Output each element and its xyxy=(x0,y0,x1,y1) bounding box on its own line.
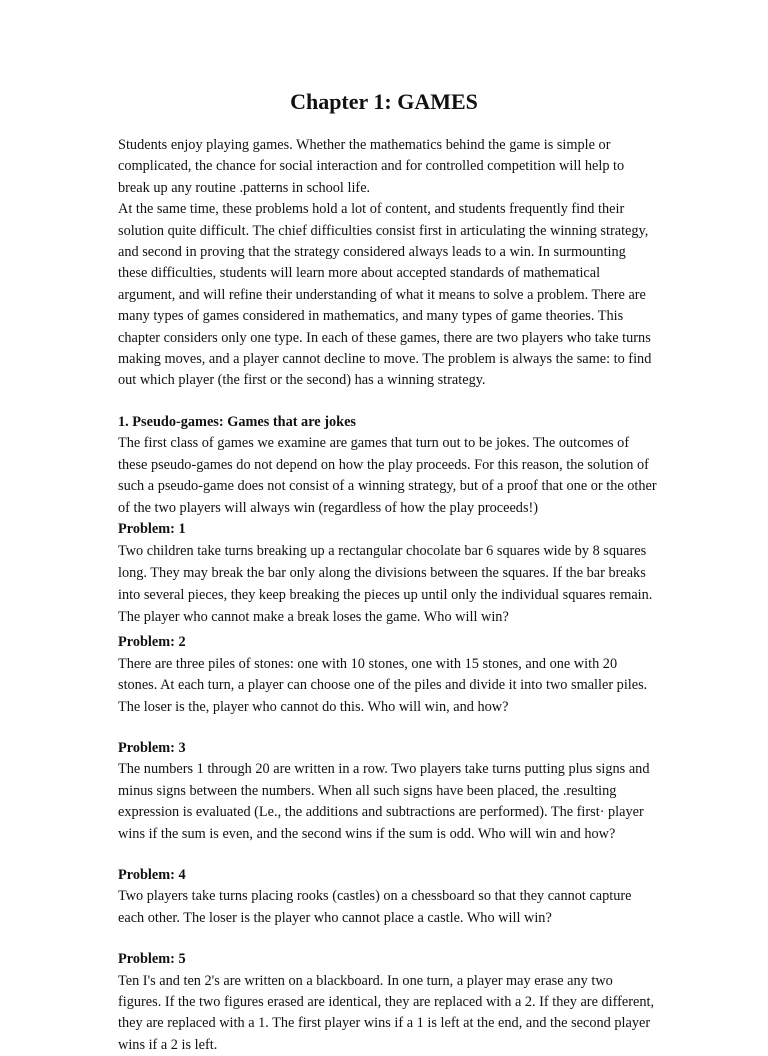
problem-heading: Problem: 3 xyxy=(118,739,186,756)
problem-text: Two children take turns breaking up a rectangular chocolate bar 6 squares wide by 8 squares long. They may break the bar only along the divisions between the squares. If the bar breaks into several pieces, they keep breaking the pieces up until only the individual squares remain. The player who cannot make a break loses the game. Who will win? xyxy=(118,543,653,626)
intro-paragraph-1: Students enjoy playing games. Whether the mathematics behind the game is simple or complicated, the chance for social interaction and for controlled competition will help to break up any routine .patterns in school life. xyxy=(118,137,625,196)
problem-heading: Problem: 5 xyxy=(118,951,186,968)
problem-block xyxy=(118,949,658,1056)
document-body xyxy=(118,135,658,1056)
problem-heading: Problem: 1 xyxy=(118,520,186,537)
problem-text: Ten I's and ten 2's are written on a blackboard. In one turn, a player may erase any two figures. If the two figures erased are identical, they are replaced with a 2. If they are different, they are replaced with a 1. The first player wins if a 1 is left at the end, and the second player wins if a 2 is left. xyxy=(118,972,655,1053)
problem-text: Two players take turns placing rooks (castles) on a chessboard so that they cannot capture each other. The loser is the player who cannot place a castle. Who will win? xyxy=(118,888,632,926)
section-heading: 1. Pseudo-games: Games that are jokes xyxy=(118,413,356,430)
chapter-title: Chapter 1: GAMES xyxy=(290,89,478,114)
problem-block xyxy=(118,738,658,845)
problem-block xyxy=(118,519,658,628)
problem-block xyxy=(118,865,658,929)
problem-block xyxy=(118,632,658,718)
problem-text: The numbers 1 through 20 are written in a row. Two players take turns putting plus signs and minus signs between the numbers. When all such signs have been placed, the .resulting expression is evaluated (Le., the additions and subtractions are performed). The first· player wins if the sum is even, and the second wins if the sum is odd. Who will win and how? xyxy=(118,761,650,842)
intro-paragraph-2: At the same time, these problems hold a lot of content, and students frequently find their solution quite difficult. The chief difficulties consist first in articulating the winning strategy, and second in proving that the strategy considered always leads to a win. In surmounting these difficulties, students will learn more about accepted standards of mathematical argument, and will refine their understanding of what it means to solve a problem. There are many types of games considered in mathematics, and many types of game theories. This chapter considers only one type. In each of these games, there are two players who take turns making moves, and a player cannot decline to move. The problem is always the same: to find out which player (the first or the second) has a winning strategy. xyxy=(118,201,652,389)
section-intro-paragraph: The first class of games we examine are games that turn out to be jokes. The outcomes of these pseudo-games do not depend on how the play proceeds. For this reason, the solution of such a pseudo-game does not consist of a winning strategy, but of a proof that one or the other of the two players will always win (regardless of how the play proceeds!) xyxy=(118,435,657,516)
problem-text: There are three piles of stones: one with 10 stones, one with 15 stones, and one with 20 stones. At each turn, a player can choose one of the piles and divide it into two smaller piles. The loser is the, player who cannot do this. Who will win, and how? xyxy=(118,655,648,715)
problem-heading: Problem: 2 xyxy=(118,634,186,651)
problem-heading: Problem: 4 xyxy=(118,866,186,883)
